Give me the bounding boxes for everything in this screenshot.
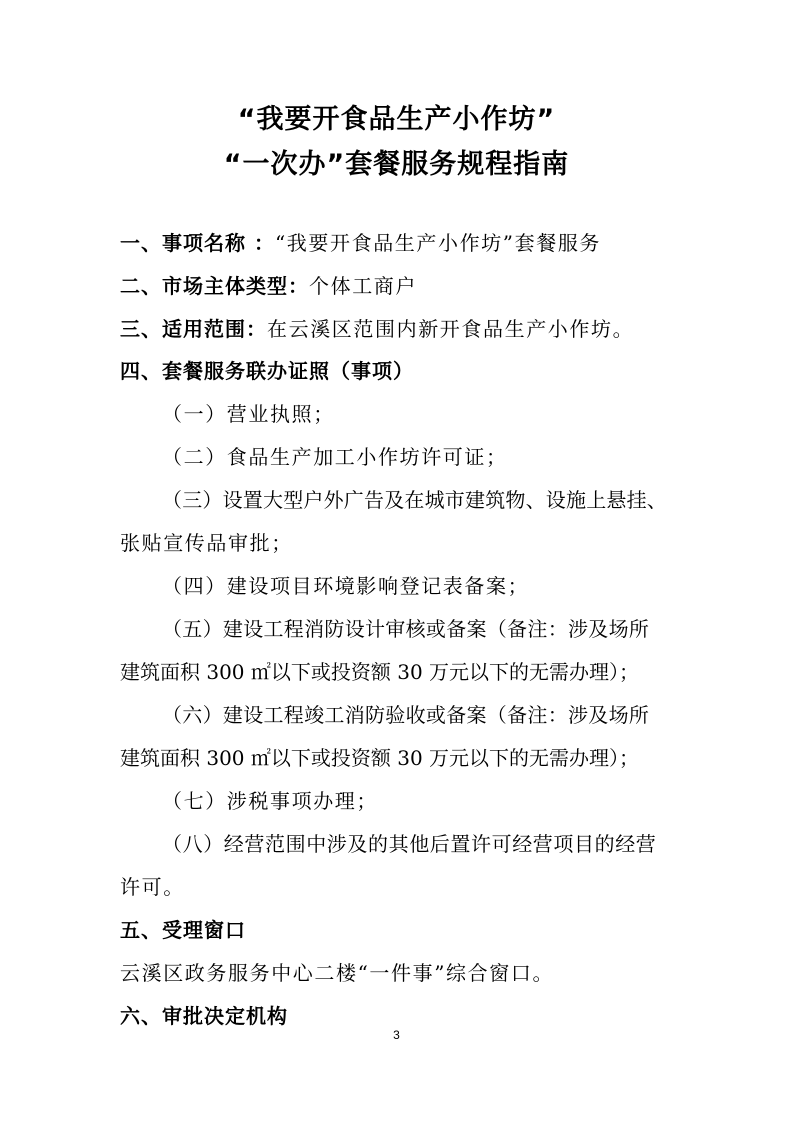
section-1-separator: ： <box>246 231 275 255</box>
section-4-item-8: （八）经营范围中涉及的其他后置许可经营项目的经营 <box>162 832 657 856</box>
section-4-item-2: （二）食品生产加工小作坊许可证； <box>162 445 508 469</box>
section-4-item-3-cont: 张贴宣传品审批； <box>120 531 293 555</box>
section-1-text: “我要开食品生产小作坊”套餐服务 <box>274 231 602 255</box>
section-5-heading: 五、受理窗口 <box>120 918 246 942</box>
section-4-item-7: （七）涉税事项办理； <box>162 789 378 813</box>
section-4-item-8-cont: 许可。 <box>120 875 185 899</box>
section-2-text: 个体工商户 <box>309 274 417 298</box>
section-2 <box>120 273 680 299</box>
section-3-text: 在云溪区范围内新开食品生产小作坊。 <box>267 317 635 341</box>
title-line-2: “一次办”套餐服务规程指南 <box>223 149 570 180</box>
section-3 <box>120 316 680 342</box>
section-4-item-6-cont: 建筑面积 300 ㎡以下或投资额 30 万元以下的无需办理）； <box>120 746 640 770</box>
section-2-heading: 二、市场主体类型： <box>120 274 309 298</box>
section-1-heading: 一、事项名称 <box>120 231 246 255</box>
page-number: 3 <box>393 1028 400 1042</box>
section-4-item-5: （五）建设工程消防设计审核或备案（备注：涉及场所 <box>162 617 650 641</box>
section-4-heading: 四、套餐服务联办证照（事项） <box>120 359 414 383</box>
title-line-1: “我要开食品生产小作坊” <box>237 104 556 135</box>
section-4-item-5-cont: 建筑面积 300 ㎡以下或投资额 30 万元以下的无需办理）； <box>120 660 640 684</box>
section-4-item-3: （三）设置大型户外广告及在城市建筑物、设施上悬挂、 <box>162 488 667 512</box>
section-4-item-1: （一）营业执照； <box>162 402 335 426</box>
section-4-item-6: （六）建设工程竣工消防验收或备案（备注：涉及场所 <box>162 703 650 727</box>
section-1 <box>120 230 680 256</box>
section-3-heading: 三、适用范围： <box>120 317 267 341</box>
section-6-heading: 六、审批决定机构 <box>120 1004 288 1028</box>
section-5-text: 云溪区政务服务中心二楼“一件事”综合窗口。 <box>120 961 555 985</box>
section-6 <box>120 1003 680 1029</box>
section-4 <box>120 358 680 384</box>
section-5 <box>120 917 680 943</box>
section-4-item-4: （四）建设项目环境影响登记表备案； <box>162 574 530 598</box>
